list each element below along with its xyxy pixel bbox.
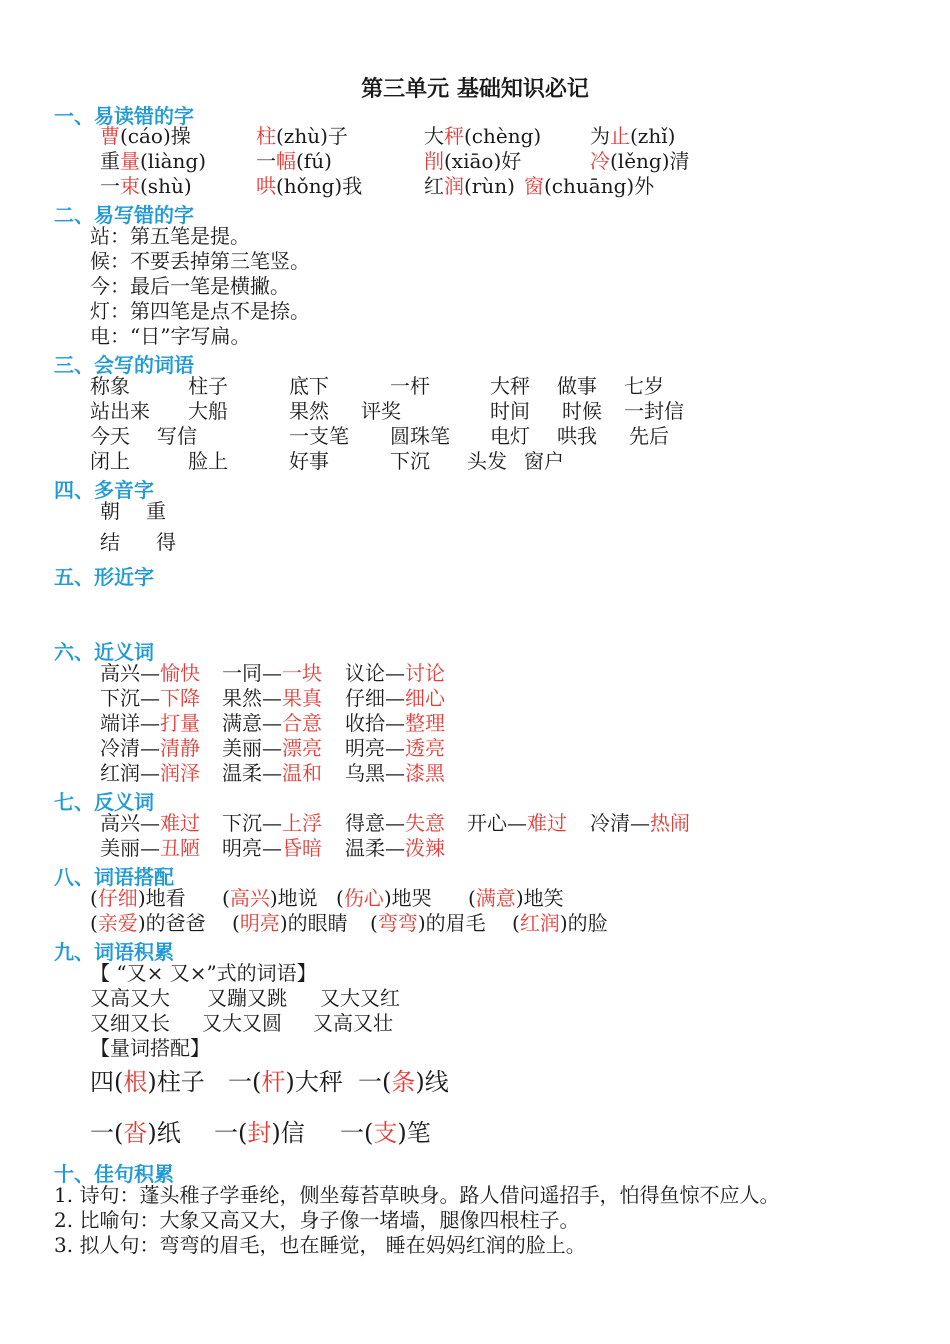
- polyphone-char: 结: [100, 530, 120, 554]
- highlight-char: 曹: [100, 124, 120, 148]
- measure-word: 一(杆)大秤: [228, 1068, 343, 1096]
- word: 果然: [289, 399, 329, 423]
- word: 一: [228, 1068, 252, 1096]
- word: 又细又长: [90, 1011, 170, 1035]
- plain-char: 重: [100, 149, 120, 173]
- note-line: 站：第五笔是提。: [90, 224, 250, 248]
- highlight-char: 束: [120, 174, 140, 198]
- section-2-heading: 二、易写错的字: [54, 203, 194, 227]
- word: 哄我: [557, 424, 597, 448]
- synonym-pair: [345, 736, 445, 761]
- synonym-pair: [222, 686, 322, 711]
- section-1-heading: 一、易读错的字: [54, 104, 194, 128]
- synonym-pair: [100, 736, 200, 761]
- word: 脸上: [188, 449, 228, 473]
- word: 大船: [188, 399, 228, 423]
- section-7-heading: 七、反义词: [54, 790, 154, 814]
- word: 四: [90, 1068, 114, 1096]
- collocation: (高兴)地说: [222, 886, 318, 910]
- word: 七岁: [624, 374, 664, 398]
- measure-word: 一(支)笔: [340, 1119, 431, 1147]
- word: 评奖: [361, 399, 401, 423]
- pinyin-text: (chèng): [464, 124, 542, 148]
- answer: 杆: [261, 1068, 286, 1096]
- word: 又高又壮: [313, 1011, 393, 1035]
- word: 大秤: [490, 374, 530, 398]
- plain-char: 为: [590, 124, 610, 148]
- highlight-char: 柱: [256, 124, 276, 148]
- word: 线: [424, 1068, 449, 1096]
- plain-char: 一: [100, 174, 120, 198]
- answer: 弯弯: [377, 911, 418, 935]
- word: 好事: [289, 449, 329, 473]
- section-10-heading: 十、佳句积累: [54, 1162, 174, 1186]
- word: 得意—: [345, 811, 405, 835]
- answer: 漂亮: [282, 736, 322, 760]
- word: 美丽—: [100, 836, 160, 860]
- antonym-pair: [222, 811, 322, 836]
- word: 今天: [90, 424, 130, 448]
- word: 端详—: [100, 711, 160, 735]
- measure-word: 一(条)线: [358, 1068, 449, 1096]
- section-6-heading: 六、近义词: [54, 640, 154, 664]
- answer: 仔细: [97, 886, 138, 910]
- answer: 亲爱: [97, 911, 138, 935]
- word: 下沉: [390, 449, 430, 473]
- answer: 根: [123, 1068, 148, 1096]
- pinyin-item: [256, 124, 348, 149]
- synonym-pair: [345, 711, 445, 736]
- word: 时间: [490, 399, 530, 423]
- answer: 泼辣: [405, 836, 445, 860]
- word: 下沉—: [100, 686, 160, 710]
- word: 又蹦又跳: [207, 986, 287, 1010]
- word: 开心—: [467, 811, 527, 835]
- synonym-pair: [100, 686, 200, 711]
- word: 美丽—: [222, 736, 282, 760]
- pinyin-item: [100, 149, 206, 174]
- word: 头发: [467, 449, 507, 473]
- word: 的眉毛: [425, 911, 486, 935]
- antonym-pair: [467, 811, 567, 836]
- answer: 果真: [282, 686, 322, 710]
- highlight-char: 量: [120, 149, 140, 173]
- word: 地说: [277, 886, 318, 910]
- answer: 支: [373, 1119, 398, 1147]
- answer: 整理: [405, 711, 445, 735]
- answer: 难过: [527, 811, 567, 835]
- word: 闭上: [90, 449, 130, 473]
- sub-heading: 【量词搭配】: [90, 1036, 210, 1060]
- answer: 高兴: [229, 886, 270, 910]
- answer: 失意: [405, 811, 445, 835]
- pinyin-text: (zhǐ): [630, 124, 676, 148]
- answer: 下降: [160, 686, 200, 710]
- synonym-pair: [222, 761, 322, 786]
- answer: 伤心: [343, 886, 384, 910]
- antonym-pair: [100, 836, 200, 861]
- pinyin-text: (hǒng)我: [276, 174, 363, 198]
- measure-word: 四(根)柱子: [90, 1068, 205, 1096]
- answer: 丑陋: [160, 836, 200, 860]
- antonym-pair: [345, 811, 445, 836]
- synonym-pair: [222, 661, 322, 686]
- plain-char: 红: [424, 174, 444, 198]
- word: 冷清—: [100, 736, 160, 760]
- highlight-char: 润: [444, 174, 464, 198]
- word: 的爸爸: [145, 911, 206, 935]
- answer: 昏暗: [282, 836, 322, 860]
- antonym-pair: [222, 836, 322, 861]
- answer: 难过: [160, 811, 200, 835]
- word: 柱子: [156, 1068, 205, 1096]
- word: 底下: [289, 374, 329, 398]
- word: 一杆: [390, 374, 430, 398]
- word: 窗户: [524, 449, 564, 473]
- word: 时候: [562, 399, 602, 423]
- answer: 满意: [475, 886, 516, 910]
- word: 高兴—: [100, 661, 160, 685]
- word: 称象: [90, 374, 130, 398]
- section-3-heading: 三、会写的词语: [54, 353, 194, 377]
- note-line: 候：不要丢掉第三笔竖。: [90, 249, 310, 273]
- word: 又大又圆: [202, 1011, 282, 1035]
- answer: 沓: [123, 1119, 148, 1147]
- word: 的眼睛: [287, 911, 348, 935]
- highlight-char: 削: [424, 149, 444, 173]
- collocation: (明亮)的眼睛: [232, 911, 348, 935]
- pinyin-text: (zhù)子: [276, 124, 348, 148]
- word: 圆珠笔: [390, 424, 450, 448]
- word: 一: [90, 1119, 114, 1147]
- word: 仔细—: [345, 686, 405, 710]
- sub-heading: 【 “又× 又×”式的词语】: [90, 961, 317, 985]
- word: 果然—: [222, 686, 282, 710]
- word: 一支笔: [289, 424, 349, 448]
- word: 大秤: [294, 1068, 343, 1096]
- note-line: 灯：第四笔是点不是捺。: [90, 299, 310, 323]
- answer: 红润: [519, 911, 560, 935]
- word: 一: [214, 1119, 238, 1147]
- answer: 讨论: [405, 661, 445, 685]
- plain-char: 大: [424, 124, 444, 148]
- pinyin-text: (xiāo)好: [444, 149, 522, 173]
- answer: 合意: [282, 711, 322, 735]
- collocation: (满意)地笑: [468, 886, 564, 910]
- note-line: 今：最后一笔是横撇。: [90, 274, 290, 298]
- note-line: 电：“日”字写扁。: [90, 324, 251, 348]
- pinyin-item: [256, 174, 362, 199]
- answer: 上浮: [282, 811, 322, 835]
- word: 纸: [156, 1119, 181, 1147]
- answer: 愉快: [160, 661, 200, 685]
- word: 写信: [157, 424, 197, 448]
- pinyin-item: [100, 124, 191, 149]
- word: 乌黑—: [345, 761, 405, 785]
- synonym-pair: [345, 761, 445, 786]
- pinyin-text: (cáo)操: [120, 124, 191, 148]
- answer: 明亮: [239, 911, 280, 935]
- highlight-char: 冷: [590, 149, 610, 173]
- pinyin-text: (fú): [296, 149, 332, 173]
- word: 下沉—: [222, 811, 282, 835]
- word: 温柔—: [222, 761, 282, 785]
- word: 电灯: [490, 424, 530, 448]
- highlight-char: 秤: [444, 124, 464, 148]
- answer: 清静: [160, 736, 200, 760]
- measure-word: 一(沓)纸: [90, 1119, 181, 1147]
- answer: 封: [247, 1119, 272, 1147]
- pinyin-text: (liàng): [140, 149, 207, 173]
- sentence-line: 3. 拟人句：弯弯的眉毛，也在睡觉， 睡在妈妈红润的脸上。: [54, 1233, 586, 1257]
- word: 先后: [629, 424, 669, 448]
- collocation: (伤心)地哭: [336, 886, 432, 910]
- word: 满意—: [222, 711, 282, 735]
- synonym-pair: [345, 686, 445, 711]
- word: 明亮—: [345, 736, 405, 760]
- page-title: 第三单元 基础知识必记: [361, 76, 589, 102]
- word: 地笑: [523, 886, 564, 910]
- word: 一: [358, 1068, 382, 1096]
- sentence-line: 1. 诗句：蓬头稚子学垂纶，侧坐莓苔草映身。路人借问遥招手，怕得鱼惊不应人。: [54, 1183, 780, 1207]
- pinyin-item: [256, 149, 332, 174]
- sentence-line: 2. 比喻句：大象又高又大，身子像一堵墙，腿像四根柱子。: [54, 1208, 580, 1232]
- pinyin-text: (rùn): [464, 174, 515, 198]
- word: 站出来: [90, 399, 150, 423]
- word: 的脸: [567, 911, 608, 935]
- measure-word: 一(封)信: [214, 1119, 305, 1147]
- pinyin-item: [524, 174, 654, 199]
- antonym-pair: [345, 836, 445, 861]
- highlight-char: 幅: [276, 149, 296, 173]
- synonym-pair: [345, 661, 445, 686]
- pinyin-item: [590, 149, 690, 174]
- highlight-char: 哄: [256, 174, 276, 198]
- pinyin-text: (lěng)清: [610, 149, 690, 173]
- synonym-pair: [100, 761, 200, 786]
- answer: 条: [391, 1068, 416, 1096]
- antonym-pair: [590, 811, 690, 836]
- answer: 透亮: [405, 736, 445, 760]
- synonym-pair: [222, 711, 322, 736]
- plain-char: 一: [256, 149, 276, 173]
- word: 做事: [557, 374, 597, 398]
- word: 信: [280, 1119, 305, 1147]
- pinyin-item: [424, 124, 541, 149]
- antonym-pair: [100, 811, 200, 836]
- polyphone-char: 得: [156, 530, 176, 554]
- word: 红润—: [100, 761, 160, 785]
- word: 柱子: [188, 374, 228, 398]
- word: 收拾—: [345, 711, 405, 735]
- pinyin-item: [590, 124, 675, 149]
- answer: 热闹: [650, 811, 690, 835]
- word: 议论—: [345, 661, 405, 685]
- word: 明亮—: [222, 836, 282, 860]
- synonym-pair: [100, 711, 200, 736]
- answer: 打量: [160, 711, 200, 735]
- pinyin-item: [100, 174, 192, 199]
- section-8-heading: 八、词语搭配: [54, 865, 174, 889]
- word: 笔: [406, 1119, 431, 1147]
- collocation: (亲爱)的爸爸: [90, 911, 206, 935]
- word: 地哭: [391, 886, 432, 910]
- word: 又大又红: [320, 986, 400, 1010]
- collocation: (红润)的脸: [512, 911, 608, 935]
- answer: 润泽: [160, 761, 200, 785]
- collocation: (弯弯)的眉毛: [370, 911, 486, 935]
- word: 高兴—: [100, 811, 160, 835]
- synonym-pair: [222, 736, 322, 761]
- answer: 漆黑: [405, 761, 445, 785]
- pinyin-item: [424, 174, 515, 199]
- pinyin-text: (chuāng)外: [544, 174, 655, 198]
- word: 又高又大: [90, 986, 170, 1010]
- section-5-heading: 五、形近字: [54, 565, 154, 589]
- highlight-char: 止: [610, 124, 630, 148]
- synonym-pair: [100, 661, 200, 686]
- collocation: (仔细)地看: [90, 886, 186, 910]
- word: 一封信: [624, 399, 684, 423]
- word: 一: [340, 1119, 364, 1147]
- word: 一同—: [222, 661, 282, 685]
- answer: 一块: [282, 661, 322, 685]
- section-4-heading: 四、多音字: [54, 478, 154, 502]
- pinyin-item: [424, 149, 521, 174]
- answer: 温和: [282, 761, 322, 785]
- word: 温柔—: [345, 836, 405, 860]
- answer: 细心: [405, 686, 445, 710]
- polyphone-char: 朝: [100, 499, 120, 523]
- word: 地看: [145, 886, 186, 910]
- pinyin-text: (shù): [140, 174, 192, 198]
- section-9-heading: 九、词语积累: [54, 940, 174, 964]
- highlight-char: 窗: [524, 174, 544, 198]
- word: 冷清—: [590, 811, 650, 835]
- polyphone-char: 重: [146, 499, 166, 523]
